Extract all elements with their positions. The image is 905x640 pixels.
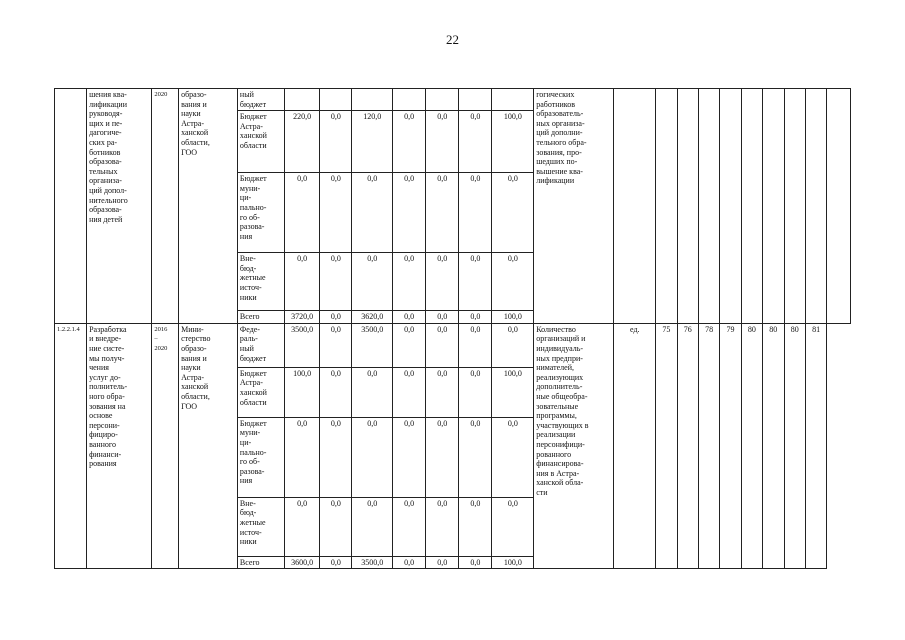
target-value: 75	[656, 323, 677, 569]
indicator-text: Количество организаций и индивидуаль- ных предпри- нимателей, реализующих дополнитель- ные общеобра- зовательные программы, участвующих в реализации персонифици- рованного финансирова- ния в Астра- ханской обла- сти	[534, 323, 614, 569]
activity-executor: образо- вания и науки Астра- ханской области, ГОО	[179, 89, 238, 324]
funding-value: 0,0	[459, 311, 492, 324]
funding-value: 100,0	[492, 111, 534, 173]
funding-value: 0,0	[426, 253, 459, 311]
funding-value: 0,0	[320, 323, 352, 367]
funding-value: 0,0	[284, 417, 319, 497]
funding-value: 0,0	[284, 173, 319, 253]
funding-value: 0,0	[320, 417, 352, 497]
funding-value: 0,0	[459, 111, 492, 173]
funding-value	[492, 89, 534, 111]
funding-value: 0,0	[352, 173, 393, 253]
target-cell	[827, 89, 851, 324]
funding-source: Вне- бюд- жетные источ- ники	[237, 253, 284, 311]
funding-value: 0,0	[320, 111, 352, 173]
funding-value	[284, 89, 319, 111]
funding-value: 0,0	[426, 417, 459, 497]
funding-value: 100,0	[284, 367, 319, 417]
funding-value: 0,0	[492, 323, 534, 367]
target-cell	[656, 89, 677, 324]
funding-value: 0,0	[320, 253, 352, 311]
funding-value: 120,0	[352, 111, 393, 173]
funding-value: 0,0	[426, 367, 459, 417]
funding-value: 0,0	[393, 111, 426, 173]
funding-source: Феде- раль- ный бюджет	[237, 323, 284, 367]
table-row	[55, 323, 851, 367]
funding-value: 0,0	[393, 556, 426, 569]
funding-value: 0,0	[426, 497, 459, 556]
funding-source: Вне- бюд- жетные источ- ники	[237, 497, 284, 556]
funding-value: 0,0	[459, 417, 492, 497]
target-cell	[763, 89, 784, 324]
funding-value: 0,0	[284, 253, 319, 311]
funding-value	[320, 89, 352, 111]
funding-value: 0,0	[459, 367, 492, 417]
funding-source: Бюджет муни- ци- пально- го об- разова- ния	[237, 417, 284, 497]
funding-value: 0,0	[393, 497, 426, 556]
funding-value: 0,0	[426, 311, 459, 324]
funding-value: 0,0	[426, 111, 459, 173]
funding-value: 0,0	[352, 367, 393, 417]
target-value: 78	[698, 323, 719, 569]
funding-value: 0,0	[352, 417, 393, 497]
activity-executor: Мини- стерство образо- вания и науки Астра- ханской области, ГОО	[179, 323, 238, 569]
activity-code: 1.2.2.1.4	[55, 323, 87, 569]
target-cell	[805, 89, 826, 324]
funding-value: 0,0	[393, 367, 426, 417]
funding-value: 0,0	[393, 173, 426, 253]
indicator-unit: ед.	[614, 323, 656, 569]
target-value: 81	[805, 323, 826, 569]
indicator-text: гогических работников образователь- ных организа- ций дополни- тельного обра- зования, про- шедших по- вышение ква- лификации	[534, 89, 614, 324]
funding-value: 0,0	[393, 417, 426, 497]
funding-source: Бюджет Астра- ханской области	[237, 367, 284, 417]
funding-value: 0,0	[393, 323, 426, 367]
funding-source: Всего	[237, 311, 284, 324]
funding-value: 3500,0	[352, 323, 393, 367]
table-row	[55, 89, 851, 111]
funding-value	[352, 89, 393, 111]
funding-value	[393, 89, 426, 111]
activity-name: Разработка и внедре- ние систе- мы получ- чения услуг до- полнитель- ного обра- зования на основе персони- фициро- ванного финанси- рования	[87, 323, 152, 569]
funding-value: 100,0	[492, 311, 534, 324]
activity-code	[55, 89, 87, 324]
funding-value: 0,0	[459, 253, 492, 311]
funding-value: 0,0	[320, 311, 352, 324]
funding-value: 0,0	[459, 173, 492, 253]
target-value: 79	[720, 323, 741, 569]
funding-value: 3500,0	[352, 556, 393, 569]
target-cell	[720, 89, 741, 324]
funding-value: 100,0	[492, 556, 534, 569]
funding-value: 0,0	[426, 556, 459, 569]
funding-value: 0,0	[393, 253, 426, 311]
funding-value: 220,0	[284, 111, 319, 173]
funding-value	[426, 89, 459, 111]
funding-value: 0,0	[492, 253, 534, 311]
funding-value: 0,0	[320, 367, 352, 417]
funding-value: 3500,0	[284, 323, 319, 367]
funding-value: 0,0	[352, 497, 393, 556]
activity-years: 2016 – 2020	[152, 323, 179, 569]
target-value: 76	[677, 323, 698, 569]
target-cell	[784, 89, 805, 324]
funding-value: 3720,0	[284, 311, 319, 324]
funding-value: 0,0	[459, 556, 492, 569]
funding-value: 0,0	[492, 497, 534, 556]
program-table	[54, 88, 851, 569]
funding-value: 0,0	[284, 497, 319, 556]
funding-value: 0,0	[426, 173, 459, 253]
target-value: 80	[784, 323, 805, 569]
funding-value: 0,0	[320, 173, 352, 253]
funding-source: Всего	[237, 556, 284, 569]
funding-source: Бюджет Астра- ханской области	[237, 111, 284, 173]
funding-value: 0,0	[320, 556, 352, 569]
funding-value: 100,0	[492, 367, 534, 417]
funding-source: ный бюджет	[237, 89, 284, 111]
funding-value: 3620,0	[352, 311, 393, 324]
activity-name: шения ква- лификации руководя- щих и пе- дагогиче- ских ра- ботников образова- тельных организа- ций допол- нительного образова- ния детей	[87, 89, 152, 324]
funding-value: 3600,0	[284, 556, 319, 569]
funding-value: 0,0	[352, 253, 393, 311]
funding-value: 0,0	[459, 323, 492, 367]
funding-value: 0,0	[492, 417, 534, 497]
funding-value: 0,0	[426, 323, 459, 367]
target-cell	[741, 89, 762, 324]
funding-value: 0,0	[459, 497, 492, 556]
funding-source: Бюджет муни- ци- пально- го об- разова- ния	[237, 173, 284, 253]
target-cell	[677, 89, 698, 324]
funding-value: 0,0	[492, 173, 534, 253]
target-value: 80	[741, 323, 762, 569]
activity-years: 2020	[152, 89, 179, 324]
funding-value	[459, 89, 492, 111]
funding-value: 0,0	[393, 311, 426, 324]
page-number: 22	[446, 32, 459, 47]
target-cell	[698, 89, 719, 324]
funding-value: 0,0	[320, 497, 352, 556]
target-value: 80	[763, 323, 784, 569]
indicator-unit	[614, 89, 656, 324]
